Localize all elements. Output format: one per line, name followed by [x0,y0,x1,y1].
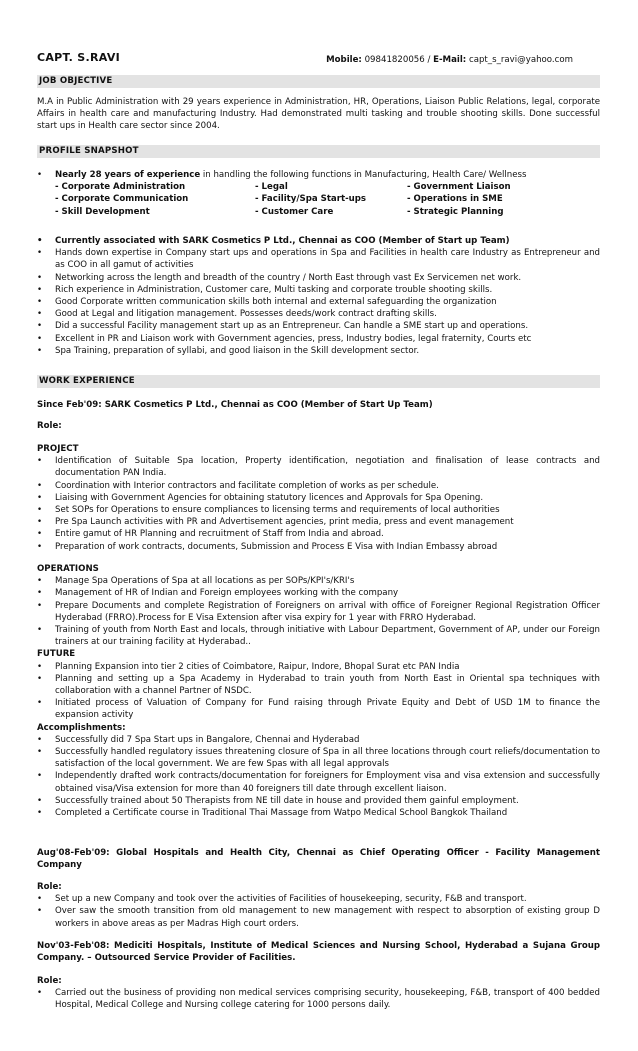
list-item: • Set SOPs for Operations to ensure compliances to licensing terms and requirements of local authorities [37,504,600,516]
job1-role-label: Role: [37,421,62,431]
list-item: • Entire gamut of HR Planning and recruitment of Staff from India and abroad. [37,528,600,540]
contact-separator: / [427,55,431,65]
list-item: • Training of youth from North East and locals, through initiative with Labour Department, Government of AP, under our Foreign trainers at our training facility at Hyderabad.. [37,624,600,648]
list-item: • Liaising with Government Agencies for obtaining statutory licences and Approvals for Spa Opening. [37,492,600,504]
job3-heading: Nov'03-Feb'08: Mediciti Hospitals, Institute of Medical Sciences and Nursing School, Hyderabad a Sujana Group Company. – Outsourced Service Provider of Facilities. [37,941,600,964]
section-job-objective: JOB OBJECTIVE [37,75,600,88]
list-item: • Prepare Documents and complete Registration of Foreigners on arrival with office of Foreigner Regional Registration Officer Hyderabad (FRRO).Process for E Visa Extension after visa expiry for 1 year with FRRO Hyderabad. [37,600,600,624]
header [37,52,600,68]
list-item: • Planning and setting up a Spa Academy in Hyderabad to train youth from North East in Oriental spa techniques with collaboration with a channel Partner of NSDC. [37,673,600,697]
list-item [37,169,600,181]
job2-heading: Aug'08-Feb'09: Global Hospitals and Health City, Chennai as Chief Operating Officer - Facility Management Company [37,848,600,871]
future-heading: FUTURE [37,649,76,660]
list-item: • Completed a Certificate course in Traditional Thai Massage from Watpo Medical School Bangkok Thailand [37,807,600,819]
list-item: • Successfully handled regulatory issues threatening closure of Spa in all three locations through court reliefs/documentation to satisfaction of the local government. We are few Spas with all legal approvals [37,746,600,770]
functions-grid [37,181,600,218]
profile-bullets [37,235,600,357]
job-objective-text: M.A in Public Administration with 29 years experience in Administration, HR, Operations, Liaison Public Relations, legal, corporate Affairs in health care and manufacturing Industry. Had demonstrated multi tasking and trouble shooting skills. Done successful start ups in Health care sector since 2004. [37,97,600,132]
experience-highlight: Nearly 28 years of experience [55,170,201,180]
list-item: • Successfully trained about 50 Therapists from NE till date in house and provided them gainful employment. [37,795,600,807]
list-item: • Management of HR of Indian and Foreign employees working with the company [37,587,600,599]
project-heading: PROJECT [37,444,79,454]
list-item: • Did a successful Facility management start up as an Entrepreneur. Can handle a SME start up and operations. [37,320,600,332]
list-item: • Currently associated with SARK Cosmetics P Ltd., Chennai as COO (Member of Start up Team) [37,235,600,247]
list-item: • Rich experience in Administration, Customer care, Multi tasking and corporate trouble shooting skills. [37,284,600,296]
experience-text: in handling the following functions in Manufacturing, Health Care/ Wellness [200,170,527,180]
list-item: • Set up a new Company and took over the activities of Facilities of housekeeping, security, F&B and transport. [37,893,600,905]
function-item: - Operations in SME [407,194,503,205]
function-item: - Skill Development [55,206,150,217]
list-item: • Carried out the business of providing non medical services comprising security, housekeeping, F&B, transport of 400 bedded Hospital, Medical College and Nursing college catering for 1000 persons daily. [37,987,600,1011]
operations-heading: OPERATIONS [37,564,99,574]
list-item: • Independently drafted work contracts/documentation for foreigners for Employment visa and visa extension and successfully obtained visa/Visa extension for more than 40 foreigners till date through excellent liaison. [37,770,600,794]
list-item: • Successfully did 7 Spa Start ups in Bangalore, Chennai and Hyderabad [37,734,600,746]
list-item: • Coordination with Interior contractors and facilitate completion of works as per schedule. [37,480,600,492]
section-profile-snapshot: PROFILE SNAPSHOT [37,145,600,158]
list-item: • Spa Training, preparation of syllabi, and good liaison in the Skill development sector. [37,345,600,357]
list-item: • Manage Spa Operations of Spa at all locations as per SOPs/KPI's/KRI's [37,575,600,587]
list-item: • Identification of Suitable Spa location, Property identification, negotiation and finalisation of lease contracts and documentation PAN India. [37,455,600,479]
function-item: - Legal [255,182,288,193]
function-item: - Government Liaison [407,182,511,193]
function-item: - Corporate Communication [55,194,189,205]
email-address[interactable]: capt_s_ravi@yahoo.com [468,55,573,65]
list-item: • Initiated process of Valuation of Company for Fund raising through Private Equity and Debt of USD 1M to finance the expansion activity [37,697,600,721]
candidate-name: CAPT. S.RAVI [37,51,121,64]
list-item: • Preparation of work contracts, documents, Submission and Process E Visa with Indian Embassy abroad [37,541,600,553]
function-item: - Strategic Planning [407,206,504,217]
job1-operations [37,563,600,819]
function-item: - Corporate Administration [55,182,186,193]
list-item: • Planning Expansion into tier 2 cities of Coimbatore, Raipur, Indore, Bhopal Surat etc PAN India [37,661,600,673]
list-item: • Good Corporate written communication skills both internal and external safeguarding the organization [37,296,600,308]
mobile-label: Mobile: [326,55,362,65]
list-item: • Good at Legal and litigation management. Possesses deeds/work contract drafting skills. [37,308,600,320]
list-item: • Networking across the length and breadth of the country / North East through vast Ex Servicemen net work. [37,272,600,284]
email-label: E-Mail: [433,55,467,65]
function-item: - Customer Care [255,206,334,217]
section-work-experience: WORK EXPERIENCE [37,375,600,388]
mobile-number: 09841820056 [364,55,425,65]
profile-block [37,169,600,218]
list-item: • Over saw the smooth transition from old management to new management with respect to absorption of existing group D workers in above areas as per Madras High court orders. [37,905,600,929]
job3-role [37,975,600,1012]
accomplishments-heading: Accomplishments: [37,722,126,733]
list-item: • Hands down expertise in Company start ups and operations in Spa and Facilities in health care Industry as Entrepreneur and as COO in all gamut of activities [37,247,600,271]
list-item: • Excellent in PR and Liaison work with Government agencies, press, Industry bodies, legal fraternity, Courts etc [37,333,600,345]
job3-role-label: Role: [37,976,62,986]
contact-info [326,54,573,66]
job1-heading: Since Feb'09: SARK Cosmetics P Ltd., Chennai as COO (Member of Start Up Team) [37,400,433,410]
list-item: • Pre Spa Launch activities with PR and Advertisement agencies, print media, press and event management [37,516,600,528]
job1-project [37,443,600,553]
job2-role-label: Role: [37,882,62,892]
function-item: - Facility/Spa Start-ups [255,194,367,205]
job2-role [37,881,600,930]
